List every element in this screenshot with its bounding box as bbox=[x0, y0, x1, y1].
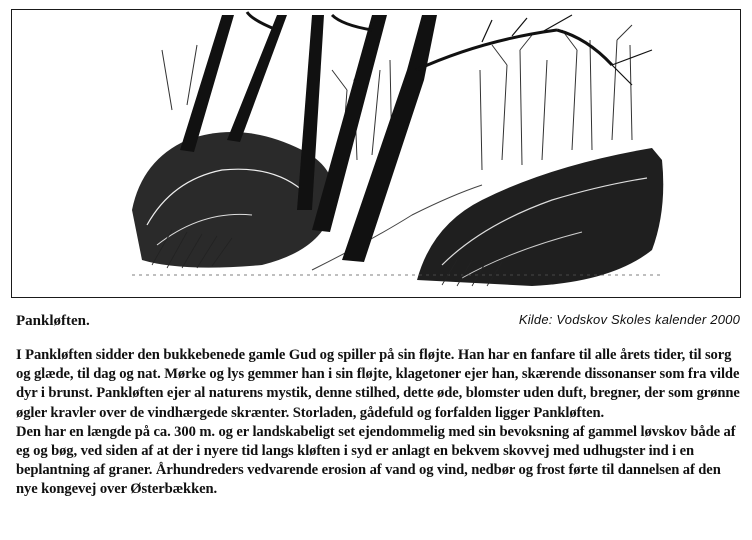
forest-ravine-drawing bbox=[12, 10, 739, 296]
source-credit: Kilde: Vodskov Skoles kalender 2000 bbox=[518, 312, 740, 327]
illustration-caption: Pankløften. bbox=[16, 313, 90, 329]
article-body bbox=[16, 346, 744, 500]
paragraph: Den har en længde på ca. 300 m. og er landskabeligt set ejendommelig med sin bevoksning af gammel løvskov både af eg og bøg, ved siden af at der i nyere tid langs kløften i syd er anlagt en bekvem skovvej med udhugster ind i en beplantning af graner. Århundreders vedvarende erosion af vand og vind, nedbør og frost førte til dannelsen af den nye kongevej over Østerbækken. bbox=[16, 423, 736, 498]
illustration-frame bbox=[11, 9, 741, 298]
paragraph: I Pankløften sidder den bukkebenede gamle Gud og spiller på sin fløjte. Han har en fanfare til alle årets tider, til sorg og glæde, til dag og nat. Mørke og lys gemmer han i sin fløjte, klagetoner ejer han, skærende dissonanser som fra vilde dyr i brunst. Pankløften ejer al naturens mystik, denne stilhed, dette øde, blomster uden duft, bregner, der som grønne øgler kravler over de vindhærgede skrænter. Storladen, gådefuld og forfalden ligger Pankløften. bbox=[16, 347, 740, 421]
